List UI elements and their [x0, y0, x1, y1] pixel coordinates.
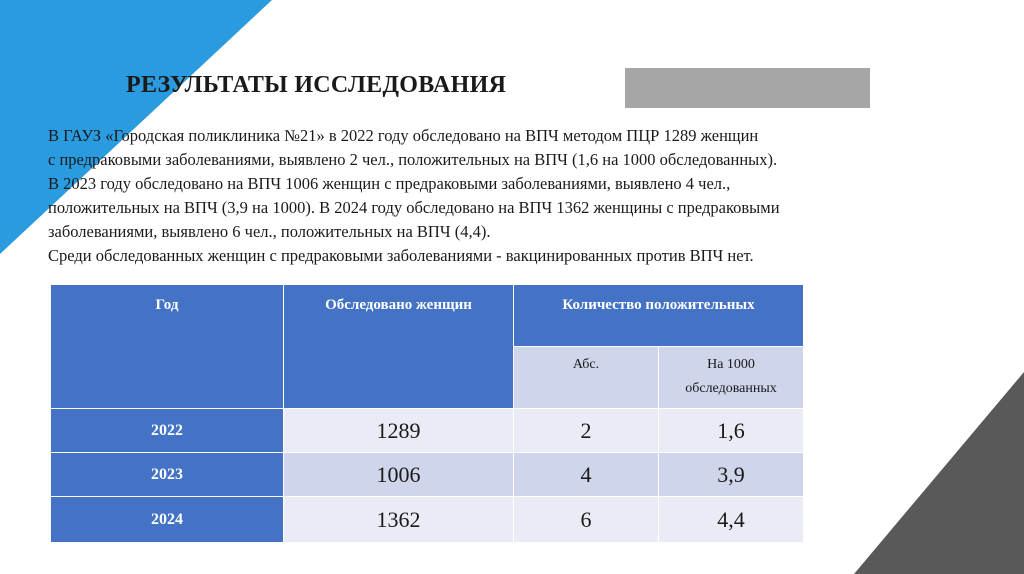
cell-abs: 2 — [514, 409, 659, 453]
cell-year: 2023 — [51, 453, 284, 497]
cell-examined: 1006 — [284, 453, 514, 497]
header-per1000-line1: На 1000 — [707, 357, 755, 372]
slide-title: РЕЗУЛЬТАТЫ ИССЛЕДОВАНИЯ — [126, 72, 507, 98]
paragraph-line: заболеваниями, выявлено 6 чел., положительных на ВПЧ (4,4). — [48, 222, 491, 241]
table-row — [51, 409, 804, 453]
cell-per1000: 1,6 — [659, 409, 804, 453]
cell-per1000: 4,4 — [659, 497, 804, 543]
paragraph-line: В 2023 году обследовано на ВПЧ 1006 женщин с предраковыми заболеваниями, выявлено 4 чел., — [48, 174, 731, 193]
table-row — [51, 453, 804, 497]
paragraph-line: положительных на ВПЧ (3,9 на 1000). В 2024 году обследовано на ВПЧ 1362 женщины с предраковыми — [48, 198, 780, 217]
grey-corner-triangle — [844, 364, 1024, 574]
paragraph-line: с предраковыми заболеваниями, выявлено 2 чел., положительных на ВПЧ (1,6 на 1000 обследованных). — [48, 150, 778, 169]
results-table — [50, 284, 804, 543]
header-year: Год — [51, 285, 284, 409]
cell-year: 2024 — [51, 497, 284, 543]
results-paragraph — [48, 124, 978, 268]
header-positive: Количество положительных — [514, 285, 804, 347]
title-accent-bar — [625, 68, 870, 108]
cell-examined: 1289 — [284, 409, 514, 453]
header-examined: Обследовано женщин — [284, 285, 514, 409]
cell-examined: 1362 — [284, 497, 514, 543]
header-abs: Абс. — [514, 347, 659, 409]
header-per1000 — [659, 347, 804, 409]
paragraph-line: Среди обследованных женщин с предраковыми заболеваниями - вакцинированных против ВПЧ нет. — [48, 246, 754, 265]
header-per1000-line2: обследованных — [685, 381, 777, 396]
cell-abs: 6 — [514, 497, 659, 543]
cell-year: 2022 — [51, 409, 284, 453]
table-row — [51, 497, 804, 543]
paragraph-line: В ГАУЗ «Городская поликлиника №21» в 2022 году обследовано на ВПЧ методом ПЦР 1289 женщин — [48, 126, 759, 145]
cell-abs: 4 — [514, 453, 659, 497]
cell-per1000: 3,9 — [659, 453, 804, 497]
